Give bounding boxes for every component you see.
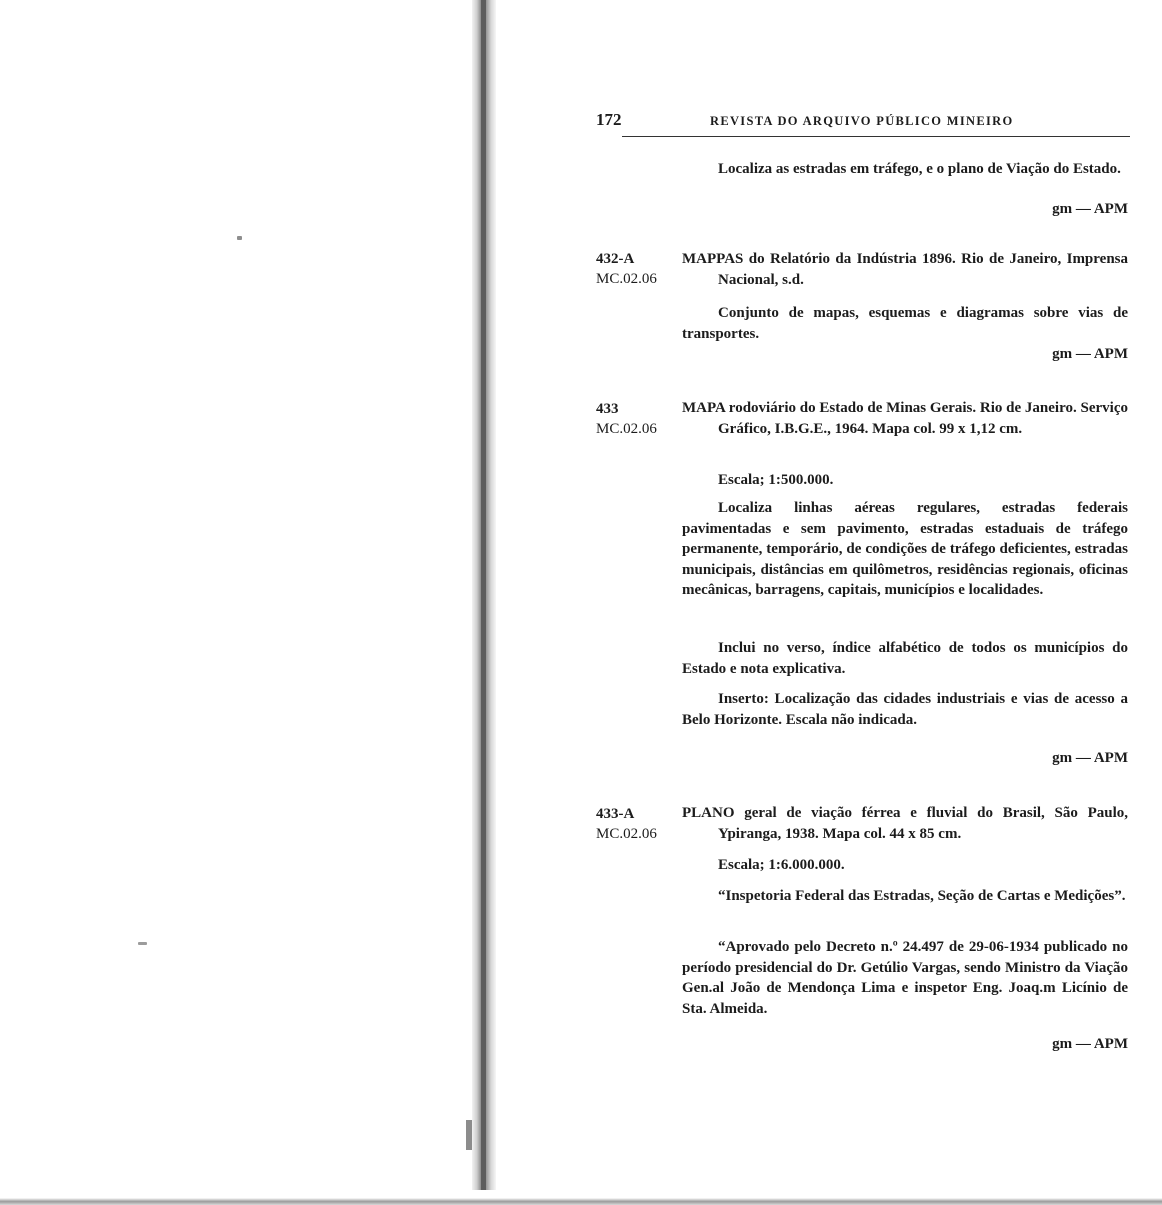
entry-paragraph: “Inspetoria Federal das Estradas, Seção de Cartas e Medições”. (718, 888, 1126, 904)
entry-citation: MAPPAS do Relatório da Indústria 1896. Rio de Janeiro, Imprensa Nacional, s.d. (682, 251, 1128, 288)
page-bottom-edge (0, 1198, 1162, 1205)
dust-speck (138, 942, 147, 945)
header-rule (622, 136, 1130, 137)
entry-scale: Escala; 1:500.000. (718, 472, 834, 488)
carryover-paragraph: Localiza as estradas em tráfego, e o plano de Viação do Estado. (718, 161, 1121, 177)
dust-speck (237, 236, 242, 240)
carryover-text-block (682, 159, 1128, 180)
gutter-mark (466, 1120, 472, 1150)
entry-id: 433 (596, 401, 619, 417)
entry-433a-body-2 (682, 937, 1128, 1019)
entry-code: MC.02.06 (596, 271, 657, 287)
carryover-signature: gm — APM (1052, 201, 1128, 217)
entry-433a-scale (682, 855, 1128, 876)
entry-scale: Escala; 1:6.000.000. (718, 857, 845, 873)
entry-paragraph: Conjunto de mapas, esquemas e diagramas sobre vias de transportes. (682, 305, 1128, 342)
entry-id: 433-A (596, 806, 635, 822)
entry-433-scale (682, 470, 1128, 491)
entry-code: MC.02.06 (596, 826, 657, 842)
left-blank-page (0, 0, 472, 1205)
entry-433a-body-1 (682, 886, 1128, 907)
entry-citation: PLANO geral de viação férrea e fluvial do Brasil, São Paulo, Ypiranga, 1938. Mapa col. 44 x 85 cm. (682, 805, 1128, 842)
entry-citation: MAPA rodoviário do Estado de Minas Gerais. Rio de Janeiro. Serviço Gráfico, I.B.G.E., 1964. Mapa col. 99 x 1,12 cm. (682, 400, 1128, 437)
entry-433-body-1 (682, 498, 1128, 601)
entry-paragraph: Localiza linhas aéreas regulares, estradas federais pavimentadas e sem pavimento, estradas estaduais de tráfego permanente, temporário, de condições de tráfego deficientes, estradas municipais, distâncias em quilômetros, residências regionais, oficinas mecânicas, barragens, capitais, municípios e localidades. (682, 500, 1128, 598)
running-title: REVISTA DO ARQUIVO PÚBLICO MINEIRO (710, 114, 1014, 128)
entry-433-body-3 (682, 689, 1128, 730)
gutter-shadow (481, 0, 486, 1190)
page-header (596, 110, 1130, 138)
entry-433-body-2 (682, 638, 1128, 679)
entry-432a-citation (682, 249, 1128, 290)
entry-signature: gm — APM (1052, 346, 1128, 362)
entry-paragraph: Inclui no verso, índice alfabético de todos os municípios do Estado e nota explicativa. (682, 640, 1128, 677)
entry-paragraph: Inserto: Localização das cidades industriais e vias de acesso a Belo Horizonte. Escala não indicada. (682, 691, 1128, 728)
entry-signature: gm — APM (1052, 1036, 1128, 1052)
entry-432a-body (682, 303, 1128, 344)
page-number: 172 (596, 110, 622, 129)
entry-433-citation (682, 398, 1128, 439)
entry-signature: gm — APM (1052, 750, 1128, 766)
entry-code: MC.02.06 (596, 421, 657, 437)
entry-id: 432-A (596, 251, 635, 267)
entry-433a-citation (682, 803, 1128, 844)
entry-paragraph: “Aprovado pelo Decreto n.º 24.497 de 29-06-1934 publicado no período presidencial do Dr. Getúlio Vargas, sendo Ministro da Viação Gen.al João de Mendonça Lima e inspetor Eng. Joaq.m Licínio de Sta. Almeida. (682, 939, 1128, 1017)
